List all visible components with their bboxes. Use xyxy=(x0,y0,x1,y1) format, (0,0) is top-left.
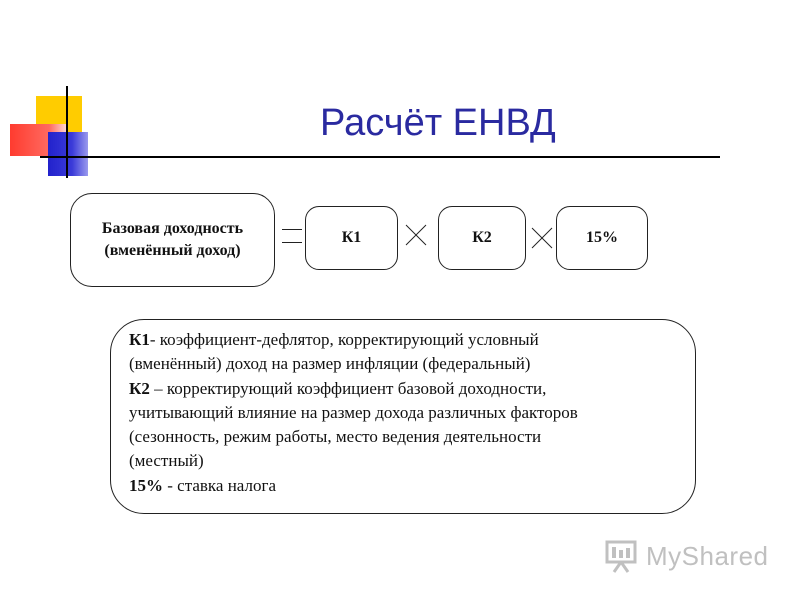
imputed-income-label: (вменённый доход) xyxy=(104,242,241,259)
k1-label: К1 xyxy=(341,229,362,246)
description-box xyxy=(110,319,696,514)
description-line-2: (вменённый) доход на размер инфляции (федеральный) xyxy=(129,354,531,374)
k1-box xyxy=(305,206,398,270)
k2-term: К2 xyxy=(129,378,150,398)
base-income-label: Базовая доходность xyxy=(101,220,244,237)
description-line-1: К1- коэффициент-дефлятор, корректирующий условный xyxy=(129,330,539,349)
description-line-3: К2 – корректирующий коэффициент базовой доходности, xyxy=(129,378,547,398)
watermark-logo xyxy=(604,538,769,574)
tax-rate-label: 15% xyxy=(586,229,618,246)
slide-title: Расчёт ЕНВД xyxy=(320,102,556,144)
equals-sign-bottom xyxy=(282,242,302,243)
watermark-text: MyShared xyxy=(646,540,769,571)
base-income-box xyxy=(70,193,275,287)
presentation-board-icon xyxy=(604,538,640,574)
description-line-7: 15% - ставка налога xyxy=(129,475,277,495)
description-line-6: (местный) xyxy=(129,451,204,471)
title-underline xyxy=(40,156,720,158)
rate-term: 15% xyxy=(129,475,163,495)
k2-box xyxy=(438,206,526,270)
k2-label: К2 xyxy=(472,229,492,246)
tax-rate-box xyxy=(556,206,648,270)
decor-blue-square xyxy=(48,132,88,176)
description-line-5: (сезонность, режим работы, место ведения деятельности xyxy=(129,427,542,447)
description-line-4: учитывающий влияние на размер дохода различных факторов xyxy=(129,402,578,422)
equals-sign-top xyxy=(282,229,302,230)
multiply-icon xyxy=(404,223,428,247)
decor-vertical-line xyxy=(66,86,68,178)
multiply-icon xyxy=(530,226,554,250)
k1-term: К1 xyxy=(129,330,150,349)
